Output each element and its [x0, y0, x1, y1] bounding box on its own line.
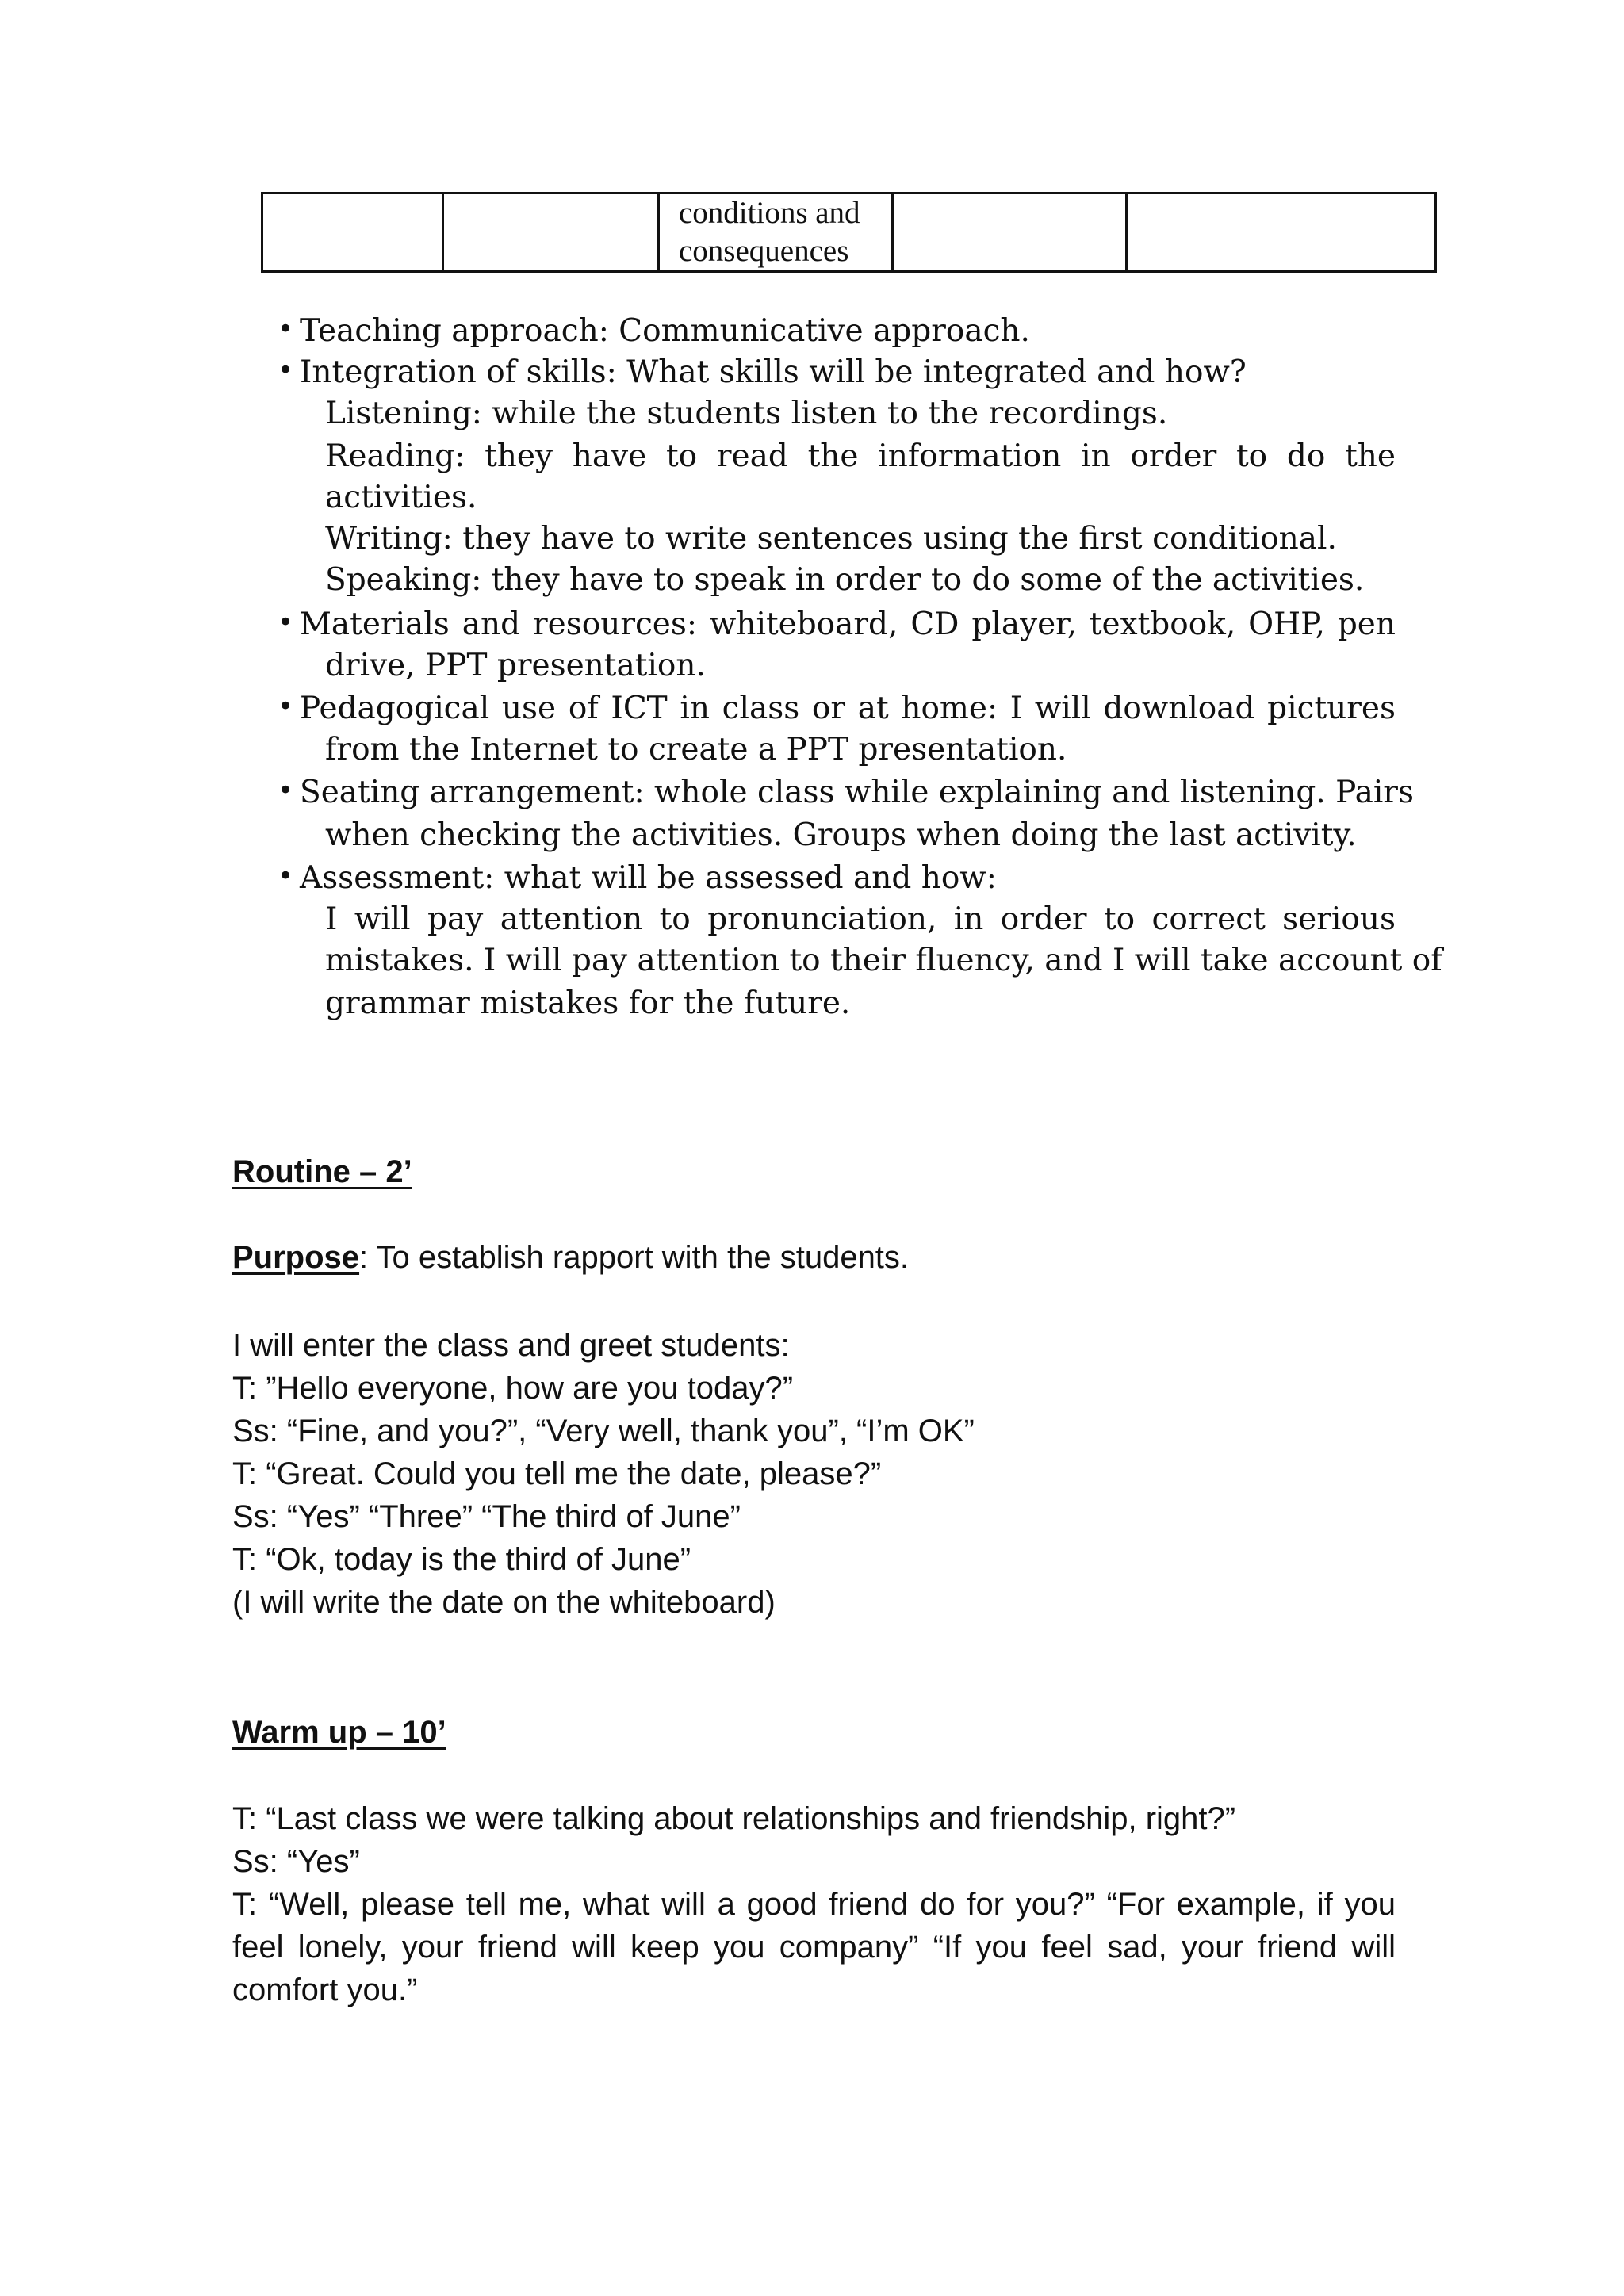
- purpose-text: : To establish rapport with the students.: [359, 1240, 910, 1275]
- assessment-line: grammar mistakes for the future.: [325, 985, 851, 1021]
- bullet-icon: •: [278, 607, 294, 638]
- bullet-icon: •: [278, 313, 294, 345]
- warm-up-line: T: “Well, please tell me, what will a good friend do for you?” “For example, if you: [232, 1887, 1396, 1922]
- routine-heading: Routine – 2’: [232, 1154, 412, 1189]
- table-cell: [1127, 193, 1436, 272]
- listening-line: Listening: while the students listen to the recordings.: [325, 396, 1168, 431]
- reading-line: Reading: they have to read the information in order to do the: [325, 438, 1396, 474]
- routine-line: Ss: “Yes” “Three” “The third of June”: [232, 1499, 741, 1534]
- purpose-line: [232, 1240, 909, 1276]
- ict-line-continued: from the Internet to create a PPT presentation.: [325, 732, 1067, 767]
- warm-up-line: T: “Last class we were talking about relationships and friendship, right?”: [232, 1801, 1236, 1836]
- warm-up-line: feel lonely, your friend will keep you company” “If you feel sad, your friend will: [232, 1930, 1396, 1965]
- warm-up-heading: Warm up – 10’: [232, 1715, 446, 1750]
- purpose-label: Purpose: [232, 1240, 360, 1275]
- list-item-integration: • Integration of skills: What skills will be integrated and how?: [278, 354, 1247, 390]
- warm-up-line: Ss: “Yes”: [232, 1844, 360, 1879]
- writing-line: Writing: they have to write sentences using the first conditional.: [325, 521, 1337, 557]
- speaking-line: Speaking: they have to speak in order to do some of the activities.: [325, 562, 1365, 598]
- table-cell: conditions and consequences: [659, 193, 893, 272]
- bullet-icon: •: [278, 775, 294, 806]
- list-item-assessment: • Assessment: what will be assessed and how:: [278, 860, 997, 896]
- materials-line-continued: drive, PPT presentation.: [325, 648, 706, 683]
- routine-line: T: ”Hello everyone, how are you today?”: [232, 1371, 794, 1406]
- bullet-icon: •: [278, 691, 294, 722]
- routine-line: (I will write the date on the whiteboard): [232, 1585, 776, 1620]
- materials-line: Materials and resources: whiteboard, CD player, textbook, OHP, pen: [300, 607, 1396, 642]
- assessment-line: I will pay attention to pronunciation, in order to correct serious: [325, 901, 1396, 937]
- ict-line: Pedagogical use of ICT in class or at home: I will download pictures: [300, 691, 1396, 726]
- table-cell: [443, 193, 659, 272]
- routine-line: T: “Ok, today is the third of June”: [232, 1542, 691, 1577]
- reading-line-continued: activities.: [325, 480, 477, 515]
- assessment-line: mistakes. I will pay attention to their fluency, and I will take account of: [325, 943, 1442, 978]
- bullet-icon: •: [278, 860, 294, 892]
- routine-line: T: “Great. Could you tell me the date, please?”: [232, 1456, 882, 1491]
- table-cell: [262, 193, 443, 272]
- warm-up-line: comfort you.”: [232, 1973, 418, 2007]
- lesson-table-fragment: [261, 192, 1437, 273]
- seating-line-continued: when checking the activities. Groups when doing the last activity.: [325, 817, 1357, 853]
- bullet-icon: •: [278, 354, 294, 386]
- routine-line: I will enter the class and greet students:: [232, 1328, 790, 1363]
- seating-line: Seating arrangement: whole class while explaining and listening. Pairs: [300, 775, 1414, 810]
- table-row: [262, 193, 1436, 272]
- table-cell: [893, 193, 1127, 272]
- routine-line: Ss: “Fine, and you?”, “Very well, thank you”, “I’m OK”: [232, 1414, 975, 1448]
- list-item-teaching-approach: • Teaching approach: Communicative approach.: [278, 313, 1030, 349]
